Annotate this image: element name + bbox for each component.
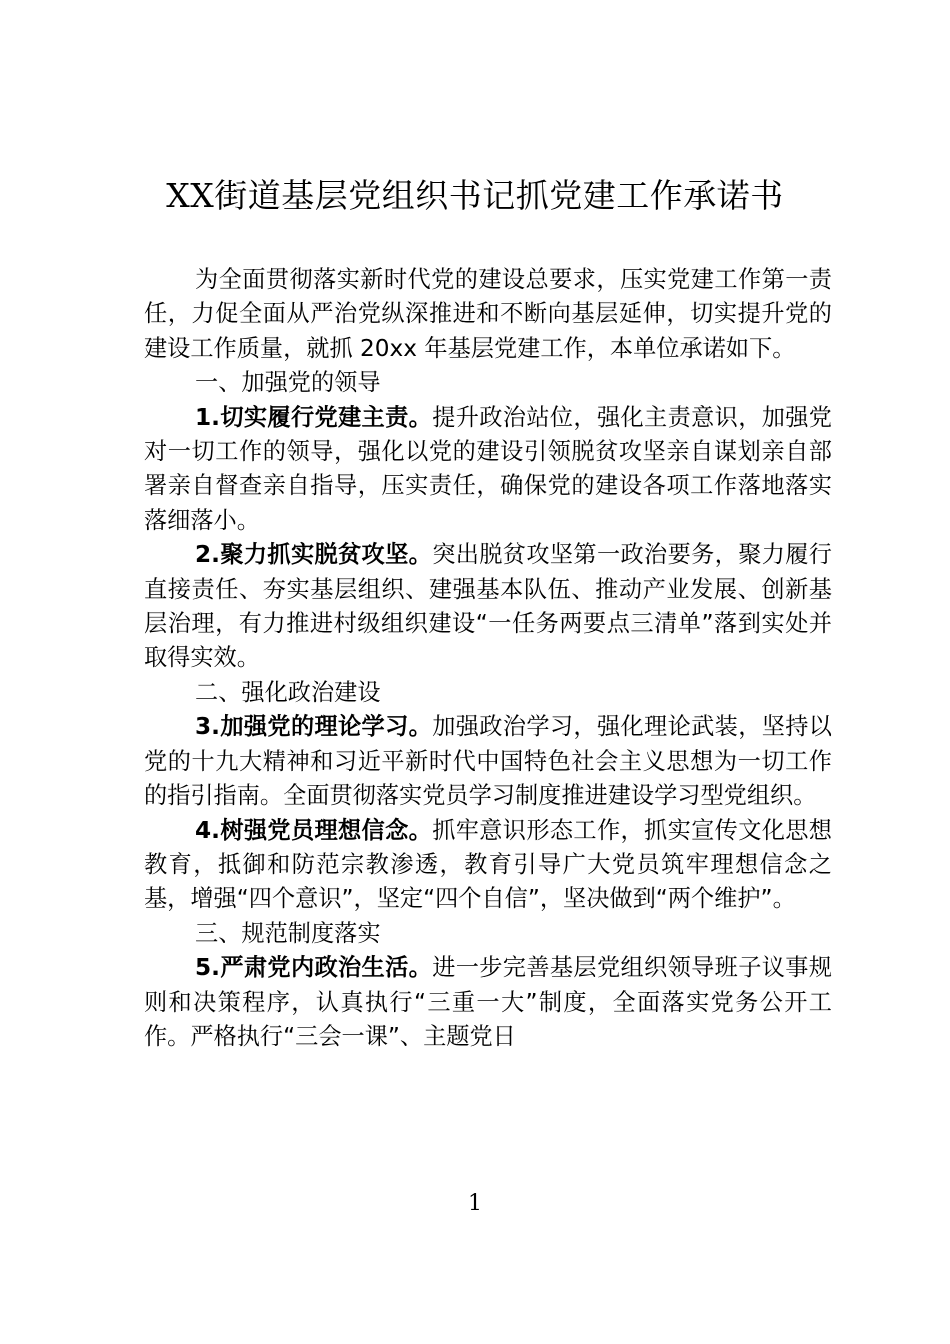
section-heading-2: 二、强化政治建设	[195, 678, 381, 706]
list-item	[144, 401, 832, 539]
section-heading-1: 一、加强党的领导	[195, 369, 381, 397]
document-title: XX街道基层党组织书记抓党建工作承诺书	[166, 176, 784, 215]
section-heading-3: 三、规范制度落实	[195, 919, 381, 947]
item-text: 抓牢意识形态工作，抓实宣传文化思想教育，抵御和防范宗教渗透，教育引导广大党员筑牢理想信念之基，增强“四个意识”，坚定“四个自信”，坚决做到“两个维护”。	[144, 816, 832, 913]
document-body	[144, 263, 832, 1054]
list-item	[144, 538, 832, 676]
list-item	[144, 951, 832, 1054]
item-lead: 2.聚力抓实脱贫攻坚。	[195, 541, 433, 569]
item-lead: 4.树强党员理想信念。	[195, 816, 433, 844]
item-lead: 3.加强党的理论学习。	[195, 713, 433, 741]
page-number: 1	[468, 1191, 482, 1216]
list-item	[144, 814, 832, 917]
item-lead: 5.严肃党内政治生活。	[195, 954, 433, 982]
list-item	[144, 710, 832, 813]
item-text: 加强政治学习，强化理论武装，坚持以党的十九大精神和习近平新时代中国特色社会主义思想为一切工作的指引指南。全面贯彻落实党员学习制度推进建设学习型党组织。	[144, 713, 832, 810]
item-text: 进一步完善基层党组织领导班子议事规则和决策程序，认真执行“三重一大”制度，全面落实党务公开工作。严格执行“三会一课”、主题党日	[144, 954, 832, 1050]
item-text: 提升政治站位，强化主责意识，加强党对一切工作的领导，强化以党的建设引领脱贫攻坚亲自谋划亲自部署亲自督查亲自指导，压实责任，确保党的建设各项工作落地落实落细落小。	[144, 403, 832, 534]
item-lead: 1.切实履行党建主责。	[195, 403, 433, 431]
item-text: 突出脱贫攻坚第一政治要务，聚力履行直接责任、夯实基层组织、建强基本队伍、推动产业发展、创新基层治理，有力推进村级组织建设“一任务两要点三清单”落到实处并取得实效。	[144, 541, 832, 672]
intro-paragraph: 为全面贯彻落实新时代党的建设总要求，压实党建工作第一责任，力促全面从严治党纵深推进和不断向基层延伸，切实提升党的建设工作质量，就抓 20xx 年基层党建工作，本单位承诺如下。	[144, 266, 832, 362]
